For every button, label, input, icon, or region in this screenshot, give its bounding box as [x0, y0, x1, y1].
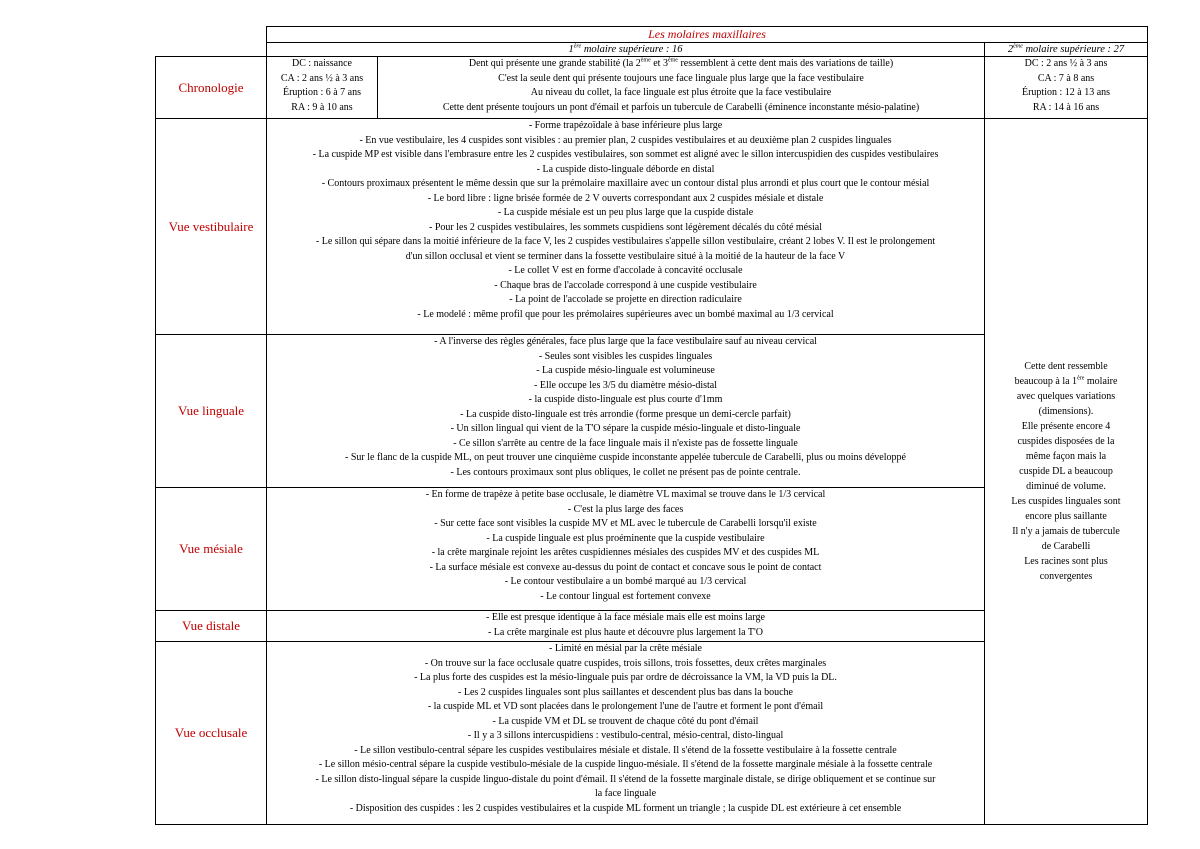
- chrono-note: C'est la seule dent qui présente toujours une face linguale plus large que la face vestibulaire: [498, 72, 864, 84]
- chrono-note: Cette dent présente toujours un pont d'émail et parfois un tubercule de Carabelli (éminence inconstante mésio-palatine): [442, 101, 920, 113]
- second-molar-note: Les cuspides linguales sont: [1011, 496, 1121, 507]
- description-line: - A l'inverse des règles générales, face plus large que la face vestibulaire sauf au niveau cervical: [434, 336, 817, 347]
- second-molar-note: encore plus saillante: [1025, 511, 1107, 522]
- description-line: - Elle occupe les 3/5 du diamètre mésio-distal: [534, 379, 717, 391]
- header-first-molar: 1ère molaire supérieure : 16: [267, 43, 985, 57]
- linguale-content: [267, 335, 985, 488]
- first-molar-dates: [267, 57, 378, 119]
- description-line: - la cuspide disto-linguale est plus courte d'1mm: [528, 394, 723, 405]
- second-molar-note: cuspide DL a beaucoup: [1019, 466, 1113, 477]
- description-line: - Le bord libre : ligne brisée formée de 2 V ouverts correspondant aux 2 cuspides mésiale et distale: [427, 192, 824, 204]
- description-line: - Le contour lingual est fortement convexe: [540, 590, 711, 602]
- chrono-note: Dent qui présente une grande stabilité (la 2ème et 3ème ressemblent à cette dent mais des variations de taille): [468, 57, 894, 69]
- description-line: - La cuspide mésiale est un peu plus large que la cuspide distale: [497, 207, 754, 218]
- description-line: - Le sillon vestibulo-central sépare les cuspides vestibulaires mésiale et distale. Il s'étend de la fossette vestibulaire à la fossette centrale: [354, 744, 897, 756]
- description-line: - Chaque bras de l'accolade correspond à une cuspide vestibulaire: [494, 279, 757, 291]
- description-line: - La cuspide mésio-linguale est volumineuse: [536, 365, 715, 376]
- description-line: - Il y a 3 sillons intercuspidiens : vestibulo-central, mésio-central, disto-lingual: [467, 730, 784, 741]
- description-line: - la cuspide ML et VD sont placées dans le prolongement l'une de l'autre et forment le pont d'émail: [427, 701, 824, 712]
- description-line: - Sur le flanc de la cuspide ML, on peut trouver une cinquième cuspide inconstante appelée tubercule de Carabelli, plus ou moins développé: [345, 452, 906, 463]
- row-label-vestibulaire: Vue vestibulaire: [156, 119, 267, 335]
- table-title: Les molaires maxillaires: [267, 27, 1148, 43]
- second-molar-note: cuspides disposées de la: [1017, 436, 1115, 447]
- row-label-distale: Vue distale: [156, 611, 267, 642]
- second-molar-note: de Carabelli: [1041, 541, 1091, 552]
- description-line: - Pour les 2 cuspides vestibulaires, les sommets cuspidiens sont légèrement décalés du côté mésial: [429, 221, 822, 233]
- second-molar-note: (dimensions).: [1038, 406, 1094, 417]
- description-line: - Sur cette face sont visibles la cuspide MV et ML avec le tubercule de Carabelli lorsqu'il existe: [434, 518, 817, 529]
- description-line: - La cuspide MP est visible dans l'embrasure entre les 2 cuspides vestibulaires, son sommet est aligné avec le sillon intercuspidien des cuspides vestibulaires: [312, 149, 939, 160]
- second-date-dc: DC : 2 ans ½ à 3 ans: [1024, 58, 1108, 69]
- description-line: - Le modelé : même profil que pour les prémolaires supérieures avec un bombé maximal au 1/3 cervical: [417, 308, 834, 320]
- description-line: - La point de l'accolade se projette en direction radiculaire: [509, 294, 742, 305]
- description-line: - La surface mésiale est convexe au-dessus du point de contact et concave sous le point de contact: [429, 561, 822, 573]
- description-line: - La cuspide disto-linguale déborde en distal: [536, 163, 715, 175]
- vestibulaire-content: [267, 119, 985, 335]
- mesiale-content: [267, 488, 985, 611]
- second-molar-note: beaucoup à la 1ère molaire: [1014, 375, 1118, 387]
- description-line: - C'est la plus large des faces: [567, 503, 684, 515]
- second-molar-note: avec quelques variations: [1016, 391, 1116, 402]
- second-molar-note: même façon mais la: [1025, 451, 1107, 462]
- description-line: - Ce sillon s'arrête au centre de la face linguale mais il n'existe pas de fossette linguale: [453, 437, 798, 449]
- description-line: - La cuspide disto-linguale est très arrondie (forme presque un demi-cercle parfait): [460, 408, 791, 420]
- description-line: - En forme de trapèze à petite base occlusale, le diamètre VL maximal se trouve dans le 1/3 cervical: [425, 489, 826, 500]
- second-molar-notes: [985, 119, 1148, 825]
- second-molar-note: diminué de volume.: [1026, 481, 1106, 492]
- second-molar-note: convergentes: [1039, 571, 1093, 582]
- description-line: - Le sillon mésio-central sépare la cuspide vestibulo-mésiale de la cuspide linguo-mésiale. Il s'étend de la fossette marginale mésiale à la fossette centrale: [318, 759, 933, 770]
- first-date-ra: RA : 9 à 10 ans: [291, 101, 353, 113]
- row-label-occlusale: Vue occlusale: [156, 642, 267, 825]
- header-second-molar: 2ème molaire supérieure : 27: [985, 43, 1148, 57]
- description-line: - On trouve sur la face occlusale quatre cuspides, trois sillons, trois fossettes, deux crêtes marginales: [424, 657, 827, 669]
- row-label-chronologie: Chronologie: [156, 57, 267, 119]
- first-date-eruption: Éruption : 6 à 7 ans: [282, 87, 362, 98]
- description-line: - Les contours proximaux sont plus obliques, le collet ne présent pas de pointe centrale.: [450, 466, 801, 478]
- second-date-ra: RA : 14 à 16 ans: [1032, 101, 1100, 113]
- description-line: - la crête marginale rejoint les arêtes cuspidiennes mésiales des cuspides MV et des cuspides ML: [431, 547, 820, 558]
- description-line: - Un sillon lingual qui vient de la T'O sépare la cuspide mésio-linguale et disto-linguale: [450, 423, 801, 434]
- second-molar-note: Les racines sont plus: [1024, 556, 1108, 567]
- first-date-dc: DC : naissance: [292, 58, 352, 69]
- second-date-eruption: Éruption : 12 à 13 ans: [1021, 87, 1111, 98]
- first-date-ca: CA : 2 ans ½ à 3 ans: [280, 72, 364, 84]
- chrono-note: Au niveau du collet, la face linguale est plus étroite que la face vestibulaire: [530, 87, 832, 98]
- second-molar-note: Il n'y a jamais de tubercule: [1012, 526, 1120, 537]
- second-molar-note: Cette dent ressemble: [1024, 361, 1108, 372]
- distale-content: [267, 611, 985, 642]
- description-line: la face linguale: [594, 788, 657, 799]
- description-line: - Elle est presque identique à la face mésiale mais elle est moins large: [486, 612, 765, 623]
- description-line: - Forme trapézoïdale à base inférieure plus large: [528, 120, 723, 131]
- description-line: - Le sillon qui sépare dans la moitié inférieure de la face V, les 2 cuspides vestibulaires s'appelle sillon vestibulaire, créant 2 lobes V. Il est le prolongement: [315, 236, 936, 247]
- occlusale-content: [267, 642, 985, 825]
- description-line: - La crête marginale est plus haute et découvre plus largement la T'O: [487, 626, 764, 638]
- description-line: - Contours proximaux présentent le même dessin que sur la prémolaire maxillaire avec un contour distal plus arrondi et plus court que le contour mésial: [321, 178, 930, 189]
- description-line: - Le collet V est en forme d'accolade à concavité occlusale: [508, 265, 743, 276]
- description-line: - Limité en mésial par la crête mésiale: [549, 643, 702, 654]
- description-line: - Disposition des cuspides : les 2 cuspides vestibulaires et la cuspide ML forment un triangle ; la cuspide DL est extérieure à cet ensemble: [349, 802, 902, 814]
- row-label-linguale: Vue linguale: [156, 335, 267, 488]
- first-molar-notes: [378, 57, 985, 119]
- description-line: - La plus forte des cuspides est la mésio-linguale puis par ordre de décroissance la VM, la VD puis la DL.: [414, 672, 837, 683]
- description-line: - Le sillon disto-lingual sépare la cuspide linguo-distale du point d'émail. Il s'étend de la fossette marginale distale, se dirige obliquement et se continue sur: [315, 773, 936, 785]
- description-line: d'un sillon occlusal et vient se terminer dans la fossette vestibulaire situé à la moitié de la hauteur de la face V: [405, 250, 846, 262]
- second-molar-note: Elle présente encore 4: [1021, 421, 1111, 432]
- second-date-ca: CA : 7 à 8 ans: [1037, 72, 1095, 84]
- description-line: - Seules sont visibles les cuspides linguales: [538, 350, 713, 362]
- description-line: - La cuspide VM et DL se trouvent de chaque côté du pont d'émail: [492, 715, 759, 727]
- row-label-mesiale: Vue mésiale: [156, 488, 267, 611]
- description-line: - Le contour vestibulaire a un bombé marqué au 1/3 cervical: [504, 576, 747, 587]
- second-molar-dates: [985, 57, 1148, 119]
- description-line: - En vue vestibulaire, les 4 cuspides sont visibles : au premier plan, 2 cuspides vestibulaires et au deuxième plan 2 cuspides linguales: [359, 134, 892, 146]
- description-line: - Les 2 cuspides linguales sont plus saillantes et descendent plus bas dans la bouche: [458, 686, 793, 698]
- molaires-table: [155, 26, 1148, 825]
- description-line: - La cuspide linguale est plus proéminente que la cuspide vestibulaire: [486, 532, 765, 544]
